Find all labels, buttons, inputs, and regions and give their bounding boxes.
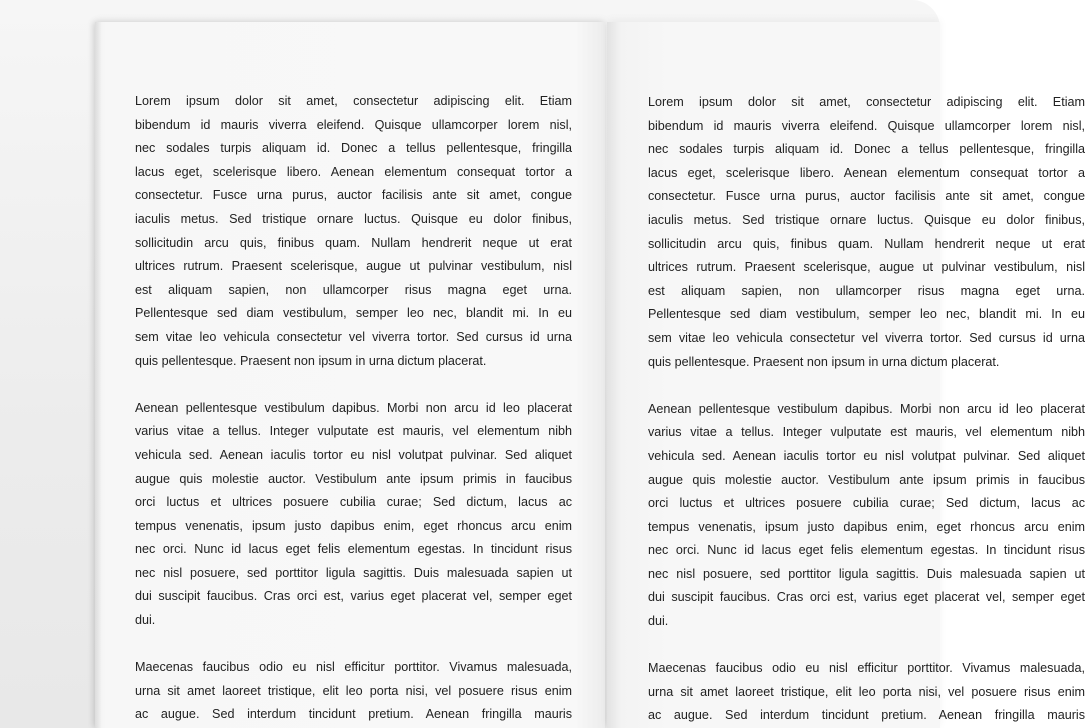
text-line: Lorem ipsum dolor sit amet, consectetur adipiscing elit. Etiam (135, 94, 572, 108)
text-line: vehicula sed. Aenean iaculis tortor eu nisl volutpat pulvinar. Sed aliquet (648, 448, 1085, 463)
text-line: sem vitae leo vehicula consectetur vel viverra tortor. Sed cursus id urna (648, 330, 1085, 345)
text-line: nec nisl posuere, sed porttitor ligula sagittis. Duis malesuada sapien ut (648, 566, 1085, 581)
paragraph (135, 656, 572, 727)
text-line: iaculis metus. Sed tristique ornare luctus. Quisque eu dolor finibus, (135, 211, 572, 226)
left-page (95, 22, 605, 728)
paragraph (135, 90, 572, 373)
text-line: augue quis molestie auctor. Vestibulum ante ipsum primis in faucibus (135, 471, 572, 486)
text-line: iaculis metus. Sed tristique ornare luctus. Quisque eu dolor finibus, (648, 212, 1085, 227)
text-line: quis pellentesque. Praesent non ipsum in urna dictum placerat. (135, 353, 487, 368)
text-line: consectetur. Fusce urna purus, auctor facilisis ante sit amet, congue (648, 189, 1085, 204)
paragraph (648, 398, 1085, 634)
text-line: Pellentesque sed diam vestibulum, semper leo nec, blandit mi. In eu (135, 306, 572, 321)
text-line: ultrices rutrum. Praesent scelerisque, augue ut pulvinar vestibulum, nisl (648, 260, 1085, 275)
text-line: dui suscipit faucibus. Cras orci est, varius eget placerat vel, semper eget (135, 589, 572, 604)
text-line: dui. (135, 613, 156, 628)
text-line: Maecenas faucibus odio eu nisl efficitur porttitor. Vivamus malesuada, (135, 660, 572, 675)
text-line: Lorem ipsum dolor sit amet, consectetur adipiscing elit. Etiam (648, 95, 1085, 109)
text-line: nec orci. Nunc id lacus eget felis elementum egestas. In tincidunt risus (648, 543, 1085, 558)
paragraph (135, 397, 572, 633)
text-line: sollicitudin arcu quis, finibus quam. Nullam hendrerit neque ut erat (648, 236, 1085, 251)
text-line: sollicitudin arcu quis, finibus quam. Nullam hendrerit neque ut erat (135, 235, 572, 250)
text-line: consectetur. Fusce urna purus, auctor facilisis ante sit amet, congue (135, 188, 572, 203)
text-line: sem vitae leo vehicula consectetur vel viverra tortor. Sed cursus id urna (135, 329, 572, 344)
text-line: Aenean pellentesque vestibulum dapibus. Morbi non arcu id leo placerat (135, 400, 572, 415)
text-line: varius vitae a tellus. Integer vulputate est mauris, vel elementum nibh (135, 424, 572, 439)
text-line: dui. (648, 614, 669, 629)
text-line: ultrices rutrum. Praesent scelerisque, augue ut pulvinar vestibulum, nisl (135, 259, 572, 274)
text-line: urna sit amet laoreet tristique, elit leo porta nisi, vel posuere risus enim (135, 683, 572, 698)
text-line: nec nisl posuere, sed porttitor ligula sagittis. Duis malesuada sapien ut (135, 565, 572, 580)
paragraph (648, 91, 1085, 374)
text-line: Maecenas faucibus odio eu nisl efficitur porttitor. Vivamus malesuada, (648, 661, 1085, 676)
text-line: Aenean pellentesque vestibulum dapibus. Morbi non arcu id leo placerat (648, 401, 1085, 416)
text-line: quis pellentesque. Praesent non ipsum in urna dictum placerat. (648, 354, 1000, 369)
text-line: nec sodales turpis aliquam id. Donec a tellus pellentesque, fringilla (648, 142, 1085, 157)
right-page-text (648, 91, 1085, 728)
text-line: est aliquam sapien, non ullamcorper risus magna eget urna. (648, 283, 1085, 298)
text-line: ac augue. Sed interdum tincidunt pretium. Aenean fringilla mauris (648, 708, 1085, 723)
text-line: est aliquam sapien, non ullamcorper risus magna eget urna. (135, 282, 572, 297)
text-line: ac augue. Sed interdum tincidunt pretium. Aenean fringilla mauris (135, 707, 572, 722)
text-line: tempus venenatis, ipsum justo dapibus enim, eget rhoncus arcu enim (135, 518, 572, 533)
text-line: nec orci. Nunc id lacus eget felis elementum egestas. In tincidunt risus (135, 542, 572, 557)
text-line: vehicula sed. Aenean iaculis tortor eu nisl volutpat pulvinar. Sed aliquet (135, 447, 572, 462)
left-page-text (135, 90, 572, 727)
paragraph (648, 657, 1085, 728)
right-page (607, 22, 1085, 728)
text-line: lacus eget, scelerisque libero. Aenean elementum consequat tortor a (648, 165, 1085, 180)
text-line: augue quis molestie auctor. Vestibulum ante ipsum primis in faucibus (648, 472, 1085, 487)
text-line: bibendum id mauris viverra eleifend. Quisque ullamcorper lorem nisl, (648, 118, 1085, 133)
text-line: orci luctus et ultrices posuere cubilia curae; Sed dictum, lacus ac (648, 496, 1085, 511)
text-line: bibendum id mauris viverra eleifend. Quisque ullamcorper lorem nisl, (135, 117, 572, 132)
text-line: tempus venenatis, ipsum justo dapibus enim, eget rhoncus arcu enim (648, 519, 1085, 534)
text-line: orci luctus et ultrices posuere cubilia curae; Sed dictum, lacus ac (135, 495, 572, 510)
text-line: Pellentesque sed diam vestibulum, semper leo nec, blandit mi. In eu (648, 307, 1085, 322)
text-line: dui suscipit faucibus. Cras orci est, varius eget placerat vel, semper eget (648, 590, 1085, 605)
text-line: varius vitae a tellus. Integer vulputate est mauris, vel elementum nibh (648, 425, 1085, 440)
text-line: lacus eget, scelerisque libero. Aenean elementum consequat tortor a (135, 164, 572, 179)
text-line: urna sit amet laoreet tristique, elit leo porta nisi, vel posuere risus enim (648, 684, 1085, 699)
text-line: nec sodales turpis aliquam id. Donec a tellus pellentesque, fringilla (135, 141, 572, 156)
